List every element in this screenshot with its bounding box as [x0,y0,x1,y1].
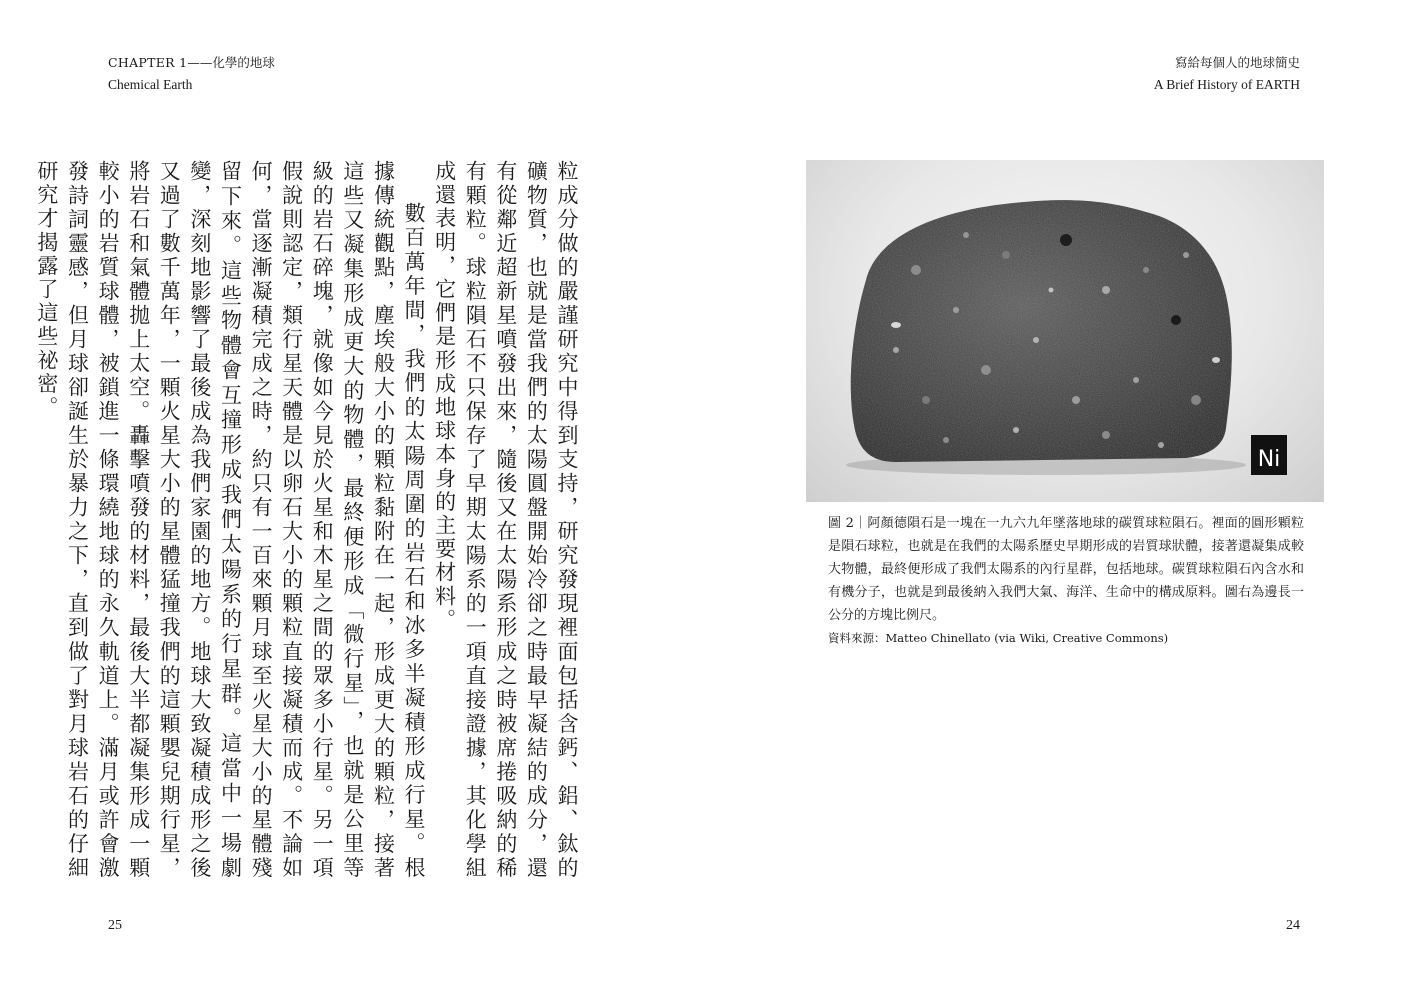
page-number-left: 25 [108,918,122,933]
running-header-left [108,52,275,96]
chapter-subtitle: Chemical Earth [108,77,193,92]
meteorite-illustration [806,160,1324,502]
body-paragraph-1: 粒成分做的嚴謹研究中得到支持，研究發現裡面包括含鈣、鋁、鈦的礦物質，也就是當我們的太陽圓盤開始冷卻之時最早凝結的成分，還有從鄰近超新星噴發出來，隨後又在太陽系形成之時被席捲吸納的稀有顆粒。球粒隕石不只保存了早期太陽系的一項直接證據，其化學組成還表明，它們是形成地球本身的主要材料。 [432,160,579,880]
scale-cube [1251,435,1287,475]
body-text [34,160,582,880]
chapter-label: CHAPTER 1 [108,55,188,70]
book-subtitle: A Brief History of EARTH [1153,77,1300,92]
figure-caption: 圖 2｜阿顏德隕石是一塊在一九六九年墜落地球的碳質球粒隕石。裡面的圓形顆粒是隕石球粒，也就是在我們的太陽系歷史早期形成的岩質球狀體，接著還凝集成較大物體，最終便形成了我們太陽系的內行星群，包括地球。碳質球粒隕石內含水和有機分子，也就是到最後納入我們大氣、海洋、生命中的構成原料。圖右為邊長一公分的方塊比例尺。 [828,516,1304,623]
page-number-right: 24 [1286,918,1300,933]
book-title: 寫給每個人的地球簡史 [1174,55,1300,70]
chapter-heading [108,52,275,74]
figure-source: 資料來源：Matteo Chinellato (via Wiki, Creative Commons) [828,631,1169,645]
scale-cube-label: Ni [1257,447,1281,472]
running-header-right [1154,52,1300,96]
body-paragraph-2: 數百萬年間，我們的太陽周圍的岩石和冰多半凝積形成行星。根據傳統觀點，塵埃般大小的顆粒黏附在一起，形成更大的顆粒，接著這些又凝集形成更大的物體，最終便形成「微行星」，也就是公里等級的岩石碎塊，就像如今見於火星和木星之間的眾多小行星。另一項假說則認定，類行星天體是以卵石大小的顆粒直接凝積而成。不論如何，當逐漸凝積完成之時，約只有一百來顆月球至火星大小的星體殘留下來。這些物體會互撞形成我們太陽系的行星群。這當中一場劇變，深刻地影響了最後成為我們家園的地方。地球大致凝積成形之後又過了數千萬年，一顆火星大小的星體猛撞我們的這顆嬰兒期行星，將岩石和氣體拋上太空。轟擊噴發的材料，最後大半都凝集形成一顆較小的岩質球體，被鎖進一條環繞地球的永久軌道上。滿月或許會激發詩詞靈感，但月球卻誕生於暴力之下，直到做了對月球岩石的仔細研究才揭露了這些祕密。 [34,160,427,880]
chondrules [806,160,1324,502]
figure-caption-block [828,512,1304,649]
chapter-title: ——化學的地球 [187,55,275,70]
meteorite-photo [806,160,1324,502]
